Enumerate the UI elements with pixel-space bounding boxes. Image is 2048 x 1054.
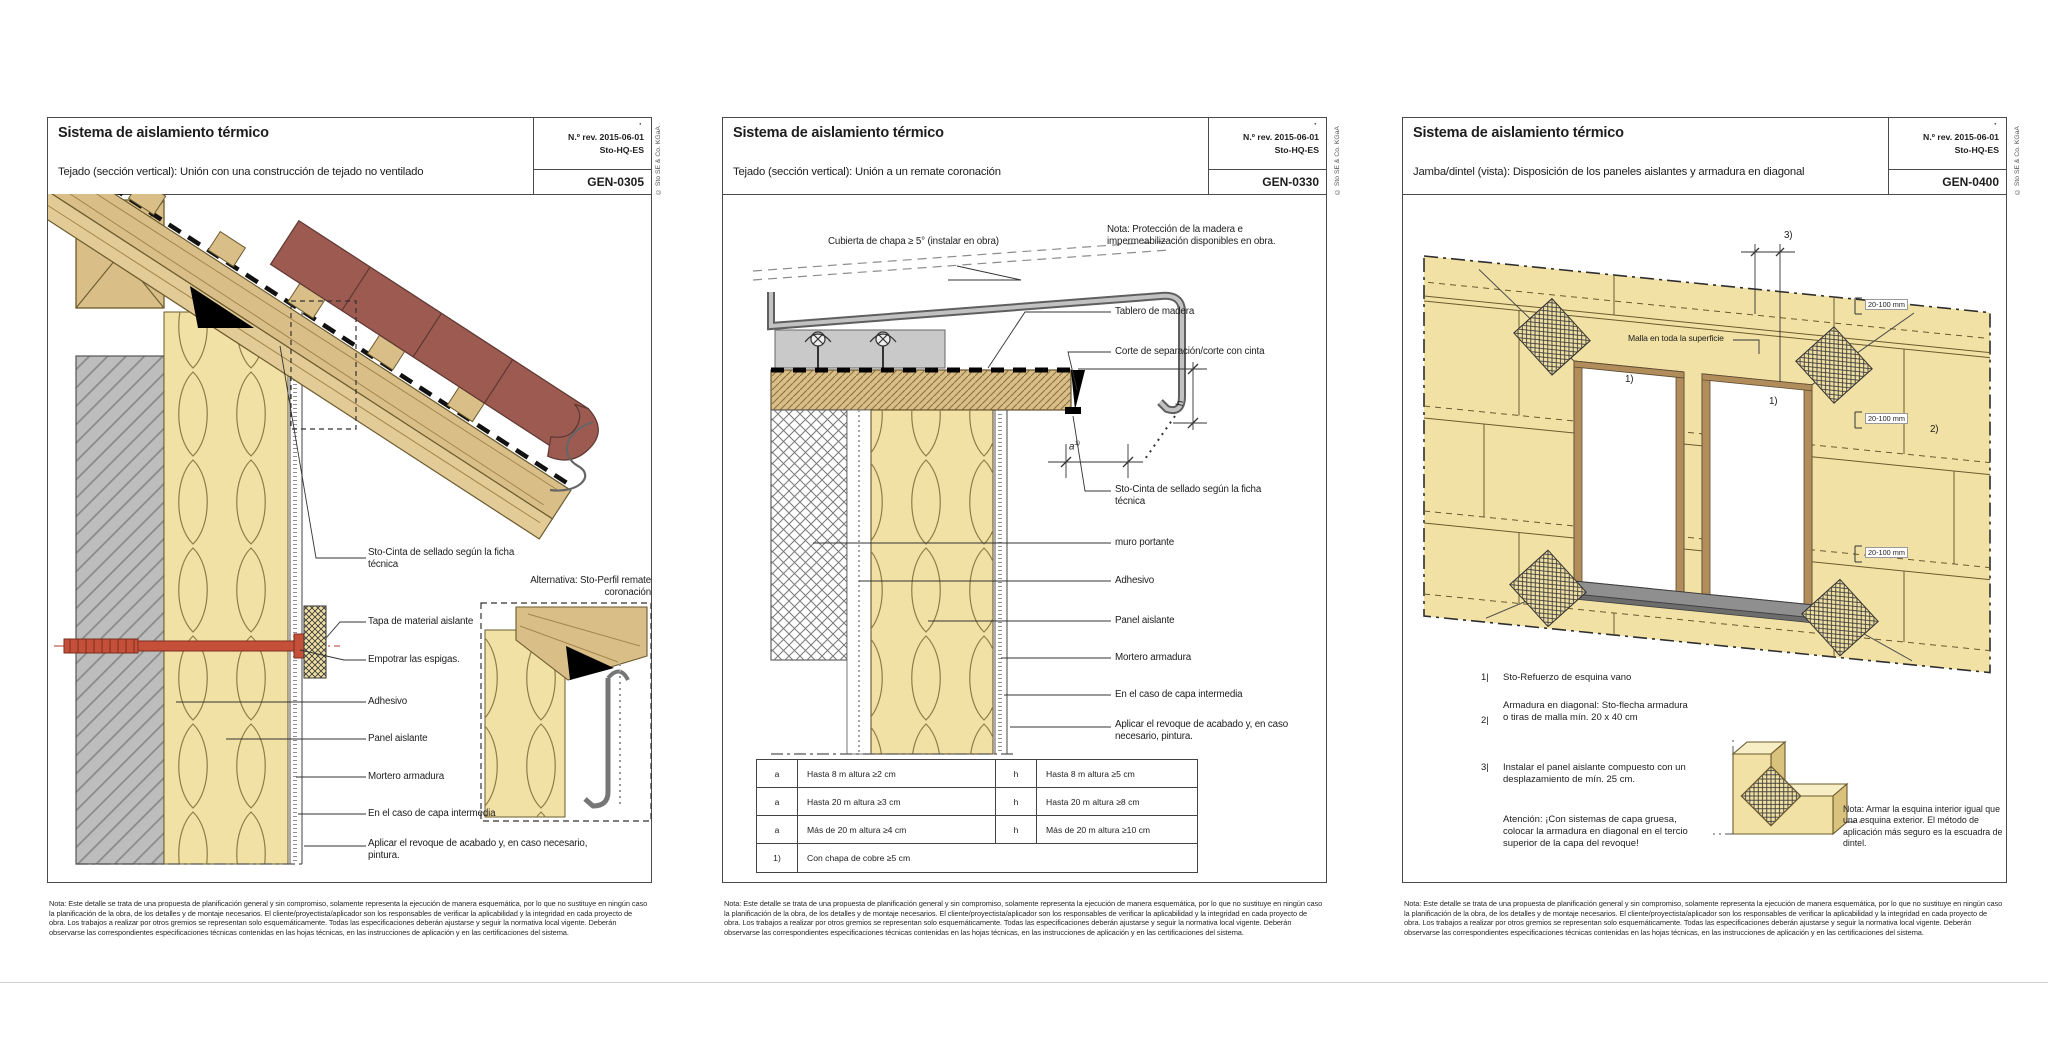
edge-dim-1: 20-100 mm — [1865, 299, 1908, 310]
label-separation-cut: Corte de separación/corte con cinta — [1115, 346, 1265, 357]
table-cell: Más de 20 m altura ≥4 cm — [798, 816, 996, 843]
label-alternative-profile: Alternativa: Sto-Perfil remate coronación — [530, 575, 651, 598]
label-intermediate-coat: En el caso de capa intermedia — [1115, 689, 1243, 700]
legend-text-1: Sto-Refuerzo de esquina vano — [1503, 672, 1632, 683]
sealing-tape — [1065, 407, 1081, 414]
wood-board — [771, 370, 1071, 410]
label-intermediate-coat: En el caso de capa intermedia — [368, 808, 496, 819]
legend-num-1: 1| — [1481, 672, 1489, 683]
sheet-gen-0330 — [722, 117, 1327, 987]
corner-detail-note: Nota: Armar la esquina interior igual que una esquina exterior. El método de aplicación más seguro es la escuadra de dintel. — [1843, 804, 2003, 848]
detail-code: GEN-0330 — [1209, 169, 1326, 194]
label-load-bearing-wall: muro portante — [1115, 537, 1175, 548]
revision-block — [568, 131, 644, 156]
page-subtitle: Tejado (sección vertical): Unión con una construcción de tejado no ventilado — [58, 166, 424, 178]
table-cell: h — [996, 816, 1037, 843]
detail-code: GEN-0305 — [534, 169, 651, 194]
org-code: Sto-HQ-ES — [1954, 144, 1999, 155]
table-cell: Hasta 8 m altura ≥2 cm — [798, 760, 996, 787]
table-row — [757, 788, 1197, 816]
revision-number: N.º rev. 2015-06-01 — [1923, 132, 1999, 142]
window-left — [1574, 361, 1684, 592]
copyright-vertical: © Sto SE & Co. KGaA — [1334, 126, 1341, 195]
page-divider-line — [0, 982, 2048, 983]
disclaimer-note: Nota: Este detalle se trata de una propuesta de planificación general y sin compromiso, solamente representa la ejecución de manera esquemática, por lo que no sustituye en ningún caso la planificación de la obra, de los detalles y de montaje necesarios. El cliente/proyectista/aplicador son los responsables de verificar la aplicabilidad y la integridad en cada proyecto de obra. Los trabajos a realizar por otros gremios se representan solo esquemáticamente. Todas las especificaciones deberán ajustarse y seguir la normativa local vigente. Deberán observarse las correspondientes especificaciones técnicas contenidas en las hojas técnicas, en las instrucciones de aplicación y en las certificaciones del sistema. — [1404, 899, 2003, 938]
label-sheet-cover: Cubierta de chapa ≥ 5° (instalar en obra) — [828, 236, 999, 247]
page-subtitle: Jamba/dintel (vista): Disposición de los paneles aislantes y armadura en diagonal — [1413, 166, 1805, 178]
page-title: Sistema de aislamiento térmico — [58, 125, 269, 141]
table-cell: 1) — [757, 844, 798, 872]
table-cell: a — [757, 816, 798, 843]
disclaimer-note: Nota: Este detalle se trata de una propuesta de planificación general y sin compromiso, solamente representa la ejecución de manera esquemática, por lo que no sustituye en ningún caso la planificación de la obra, de los detalles y de montaje necesarios. El cliente/proyectista/aplicador son los responsables de verificar la aplicabilidad y la integridad en cada proyecto de obra. Los trabajos a realizar por otros gremios se representan solo esquemáticamente. Todas las especificaciones deberán ajustarse y seguir la normativa local vigente. Deberán observarse las correspondientes especificaciones técnicas contenidas en las hojas técnicas, en las instrucciones de aplicación y en las certificaciones del sistema. — [724, 899, 1323, 938]
legend-num-3: 3| — [1481, 762, 1489, 773]
legend-text-attention: Atención: ¡Con sistemas de capa gruesa, colocar la armadura en diagonal en el tercio superior de la capa del revoque! — [1503, 814, 1688, 850]
load-bearing-wall — [771, 410, 847, 660]
label-adhesive: Adhesivo — [368, 696, 408, 707]
masonry-wall — [76, 356, 164, 864]
render-layers — [290, 312, 302, 864]
facade-wall — [1424, 256, 1990, 673]
label-finish-render: Aplicar el revoque de acabado y, en caso necesario, pintura. — [1115, 719, 1288, 742]
render-layers — [995, 410, 1007, 754]
table-cell: h — [996, 760, 1037, 787]
legend-text-2: Armadura en diagonal: Sto-flecha armadura o tiras de malla mín. 20 x 40 cm — [1503, 700, 1688, 724]
edge-dim-3: 20-100 mm — [1865, 547, 1908, 558]
label-embed-dowels: Empotrar las espigas. — [368, 654, 460, 665]
insulation-panel — [164, 312, 288, 864]
org-code: Sto-HQ-ES — [1274, 144, 1319, 155]
sheet-gen-0305 — [47, 117, 652, 987]
table-cell: Hasta 20 m altura ≥3 cm — [798, 788, 996, 815]
revision-number: N.º rev. 2015-06-01 — [1243, 132, 1319, 142]
revision-block — [1923, 131, 1999, 156]
technical-drawing-coping — [723, 194, 1328, 884]
adhesive-layer — [847, 410, 871, 754]
org-code: Sto-HQ-ES — [599, 144, 644, 155]
page-subtitle: Tejado (sección vertical): Unión a un remate coronación — [733, 166, 1001, 178]
table-cell: Hasta 20 m altura ≥8 cm — [1046, 796, 1140, 807]
ref-1-right: 1) — [1769, 396, 1778, 407]
table-cell: Hasta 8 m altura ≥5 cm — [1046, 768, 1135, 779]
sheet-border — [47, 117, 652, 883]
detail-code: GEN-0400 — [1889, 169, 2006, 194]
sheet-gen-0400 — [1402, 117, 2007, 987]
table-cell: a — [757, 760, 798, 787]
table-cell: Con chapa de cobre ≥5 cm — [807, 853, 911, 863]
dimension-a — [1048, 416, 1175, 478]
sheet-header — [48, 118, 651, 195]
table-cell: a — [757, 788, 798, 815]
page-title: Sistema de aislamiento térmico — [1413, 125, 1624, 141]
window-right — [1702, 374, 1812, 605]
disclaimer-note: Nota: Este detalle se trata de una propuesta de planificación general y sin compromiso, solamente representa la ejecución de manera esquemática, por lo que no sustituye en ningún caso la planificación de la obra, de los detalles y de montaje necesarios. El cliente/proyectista/aplicador son los responsables de verificar la aplicabilidad y la integridad en cada proyecto de obra. Los trabajos a realizar por otros gremios se representan solo esquemáticamente. Todas las especificaciones deberán ajustarse y seguir la normativa local vigente. Deberán observarse las correspondientes especificaciones técnicas contenidas en las hojas técnicas, en las instrucciones de aplicación y en las certificaciones del sistema. — [49, 899, 648, 938]
revision-block — [1243, 131, 1319, 156]
header-info-box — [533, 118, 651, 194]
ref-2-label: 2) — [1930, 424, 1939, 435]
sheet-header — [1403, 118, 2006, 195]
label-insulation-panel: Panel aislante — [368, 733, 428, 744]
table-cell: Más de 20 m altura ≥10 cm — [1046, 824, 1151, 835]
label-reinforcing-mortar: Mortero armadura — [1115, 652, 1192, 663]
dim-label-h: h — [1175, 400, 1186, 406]
alternative-detail-inset — [481, 603, 651, 821]
rev-mark: · — [1994, 119, 1997, 129]
legend-num-2: 2| — [1481, 715, 1489, 726]
height-table — [756, 759, 1198, 873]
label-insulation-cap: Tapa de material aislante — [368, 616, 474, 627]
revision-number: N.º rev. 2015-06-01 — [568, 132, 644, 142]
insulation-panel — [871, 410, 993, 754]
label-wood-board: Tablero de madera — [1115, 306, 1195, 317]
table-cell: h — [996, 788, 1037, 815]
header-info-box — [1888, 118, 2006, 194]
slope-symbol — [948, 266, 1021, 280]
label-insulation-panel: Panel aislante — [1115, 615, 1175, 626]
separation-cut-wedge — [1071, 370, 1085, 410]
dimension-h — [1078, 362, 1207, 430]
technical-drawing-facade — [1403, 194, 2008, 884]
rev-mark: · — [1314, 119, 1317, 129]
edge-dim-2: 20-100 mm — [1865, 413, 1908, 424]
label-mesh-whole-surface: Malla en toda la superficie — [1628, 333, 1724, 343]
sheet-border — [1402, 117, 2007, 883]
label-adhesive: Adhesivo — [1115, 575, 1155, 586]
page-title: Sistema de aislamiento térmico — [733, 125, 944, 141]
ref-1-left: 1) — [1625, 374, 1634, 385]
label-wood-protection-note: Nota: Protección de la madera e impermeabilización disponibles en obra. — [1107, 224, 1276, 247]
table-row — [757, 844, 1197, 872]
roof-section-art — [48, 194, 653, 884]
table-row — [757, 816, 1197, 844]
rev-mark: · — [639, 119, 642, 129]
sheet-header — [723, 118, 1326, 195]
label-sealing-tape: Sto-Cinta de sellado según la ficha técnica — [368, 547, 515, 570]
label-sealing-tape: Sto-Cinta de sellado según la ficha técnica — [1115, 484, 1262, 507]
legend-text-3: Instalar el panel aislante compuesto con un desplazamiento de mín. 25 cm. — [1503, 762, 1686, 786]
corner-detail-isometric — [1713, 739, 1861, 834]
sheet-border — [722, 117, 1327, 883]
label-finish-render: Aplicar el revoque de acabado y, en caso necesario, pintura. — [368, 838, 588, 861]
label-reinforcing-mortar: Mortero armadura — [368, 771, 445, 782]
insulation-cap — [304, 606, 326, 678]
header-info-box — [1208, 118, 1326, 194]
copyright-vertical: © Sto SE & Co. KGaA — [2014, 126, 2021, 195]
technical-drawing-roof-unvented — [48, 194, 653, 884]
ref-3-label: 3) — [1784, 230, 1793, 241]
facade-view-art — [1403, 194, 2008, 884]
copyright-vertical: © Sto SE & Co. KGaA — [655, 126, 662, 195]
table-row — [757, 760, 1197, 788]
dim-label-a: $a^{1)}$ — [1069, 440, 1080, 453]
